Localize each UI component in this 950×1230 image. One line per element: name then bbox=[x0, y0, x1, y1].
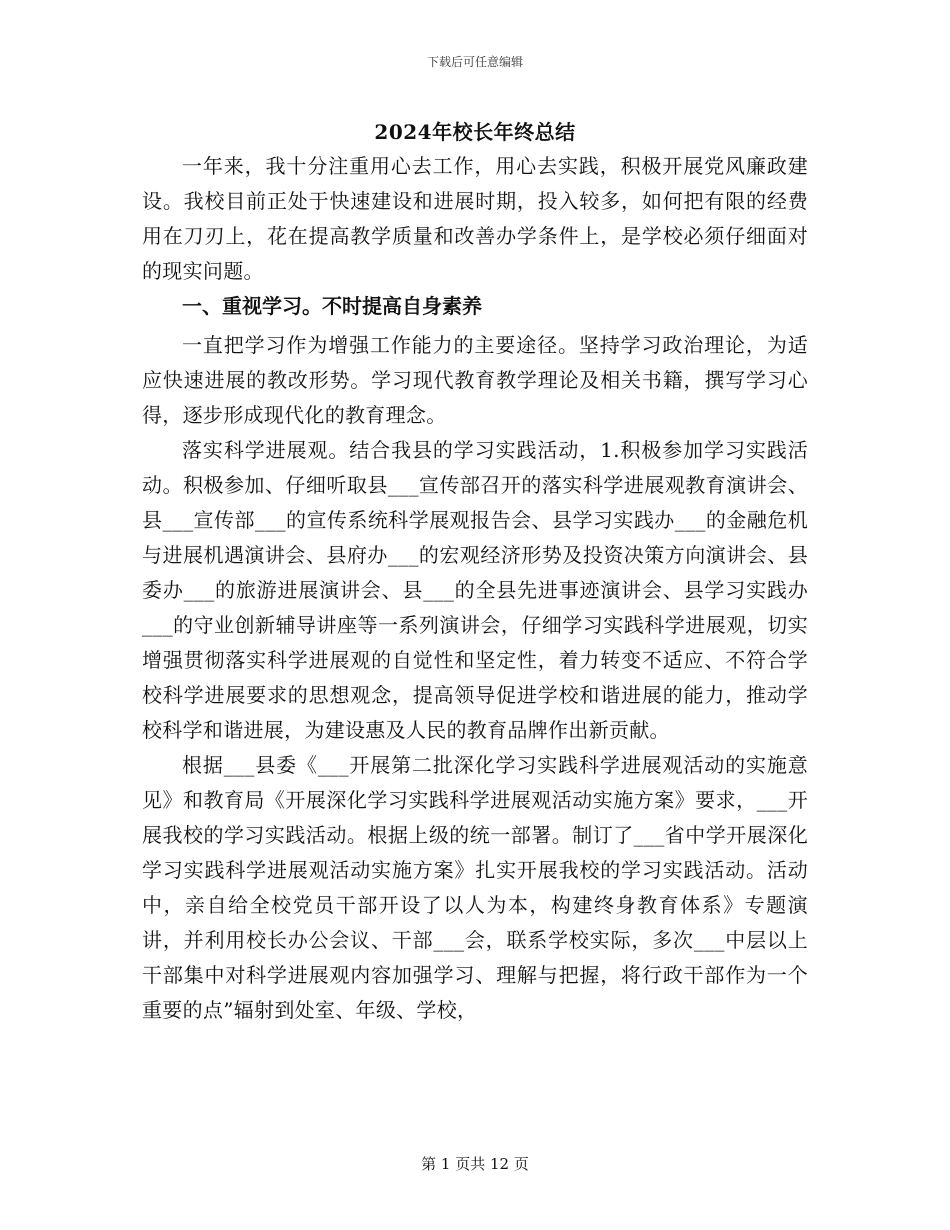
header-note: 下载后可任意编辑 bbox=[426, 55, 523, 69]
document-title: 2024年校长年终总结 bbox=[374, 120, 576, 144]
paragraph-implementation: 根据___县委《___开展第二批深化学习实践科学进展观活动的实施意见》和教育局《开展深化学习实践科学进展观活动实施方案》要求，___开展我校的学习实践活动。根据上级的统一部署。制订了___省中学开展深化学习实践科学进展观活动实施方案》扎实开展我校的学习实践活动。活动中，亲自给全校党员干部开设了以人为本，构建终身教育体系》专题演讲，并利用校长办公会议、干部___会，联系学校实际，多次___中层以上干部集中对科学进展观内容加强学习、理解与把握，将行政干部作为一个重要的点”辐射到处室、年级、学校， bbox=[142, 753, 808, 1022]
paragraph-scientific-development: 落实科学进展观。结合我县的学习实践活动，1.积极参加学习实践活动。积极参加、仔细听取县___宣传部召开的落实科学进展观教育演讲会、县___宣传部___的宣传系统科学展观报告会、县学习实践办___的金融危机与进展机遇演讲会、县府办___的宏观经济形势及投资决策方向演讲会、县委办___的旅游进展演讲会、县___的全县先进事迹演讲会、县学习实践办___的守业创新辅导讲座等一系列演讲会，仔细学习实践科学进展观，切实增强贯彻落实科学进展观的自觉性和坚定性，着力转变不适应、不符合学校科学进展要求的思想观念，提高领导促进学校和谐进展的能力，推动学校科学和谐进展，为建设惠及人民的教育品牌作出新贡献。 bbox=[142, 438, 808, 742]
section-heading-1: 一、重视学习。不时提高自身素养 bbox=[182, 294, 482, 318]
document-body bbox=[142, 149, 808, 1028]
paragraph-intro: 一年来，我十分注重用心去工作，用心去实践，积极开展党风廉政建设。我校目前正处于快速建设和进展时期，投入较多，如何把有限的经费用在刀刃上，花在提高教学质量和改善办学条件上，是学校必须仔细面对的现实问题。 bbox=[142, 154, 808, 283]
paragraph-study: 一直把学习作为增强工作能力的主要途径。坚持学习政治理论，为适应快速进展的教改形势。学习现代教育教学理论及相关书籍，撰写学习心得，逐步形成现代化的教育理念。 bbox=[142, 333, 808, 427]
page-number: 第 1 页共 12 页 bbox=[421, 1155, 529, 1173]
